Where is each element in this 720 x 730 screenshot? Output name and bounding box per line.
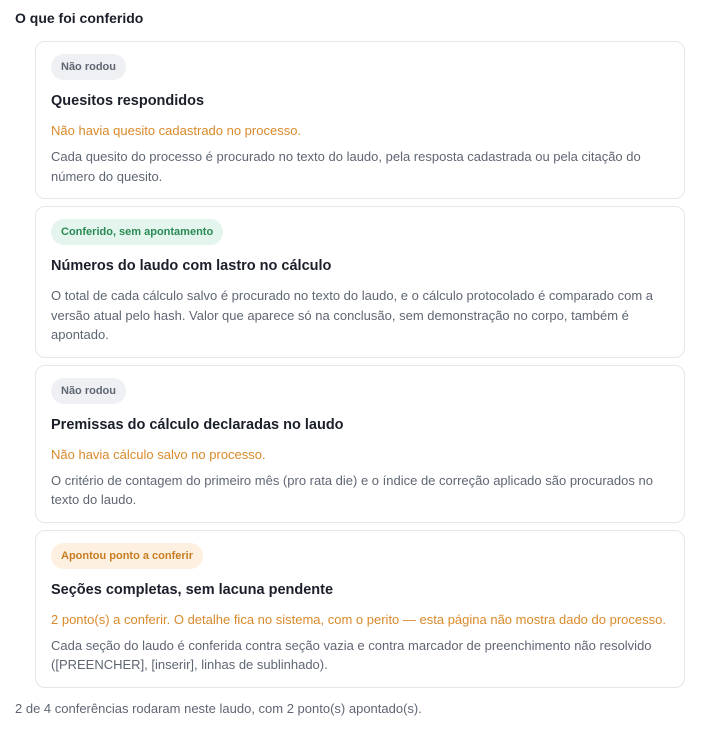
check-description: O critério de contagem do primeiro mês (pro rata die) e o índice de correção aplicado são procurados no texto do laudo. — [51, 472, 653, 507]
check-finding: Não havia cálculo salvo no processo. — [51, 446, 266, 462]
check-description: Cada quesito do processo é procurado no texto do laudo, pela resposta cadastrada ou pela citação do número do quesito. — [51, 149, 641, 184]
check-card-quesitos — [35, 41, 685, 199]
check-title: Quesitos respondidos — [51, 93, 205, 109]
status-badge: Não rodou — [51, 378, 126, 404]
section-title: O que foi conferido — [15, 10, 144, 26]
check-description: Cada seção do laudo é conferida contra seção vazia e contra marcador de preenchimento não resolvido ([PREENCHER], [inserir], linhas de sublinhado). — [51, 637, 652, 672]
check-title: Seções completas, sem lacuna pendente — [51, 581, 334, 598]
check-card-secoes — [35, 530, 685, 688]
status-badge: Não rodou — [51, 54, 126, 80]
status-badge: Apontou ponto a conferir — [51, 543, 203, 569]
check-title: Números do laudo com lastro no cálculo — [51, 258, 332, 274]
check-finding: Não havia quesito cadastrado no processo. — [51, 123, 302, 138]
check-description: O total de cada cálculo salvo é procurado no texto do laudo, e o cálculo protocolado é comparado com a versão atual pelo hash. Valor que aparece só na conclusão, sem demonstração no corpo, também é apontado. — [51, 288, 653, 342]
summary-text: 2 de 4 conferências rodaram neste laudo, com 2 ponto(s) apontado(s). — [15, 700, 422, 716]
check-card-premissas — [35, 365, 685, 523]
status-badge: Conferido, sem apontamento — [51, 219, 223, 245]
check-finding: 2 ponto(s) a conferir. O detalhe fica no sistema, com o perito — esta página não mostra dado do processo. — [51, 611, 666, 627]
checks-list — [35, 41, 685, 688]
check-card-numeros — [35, 206, 685, 358]
check-title: Premissas do cálculo declaradas no laudo — [51, 416, 344, 433]
